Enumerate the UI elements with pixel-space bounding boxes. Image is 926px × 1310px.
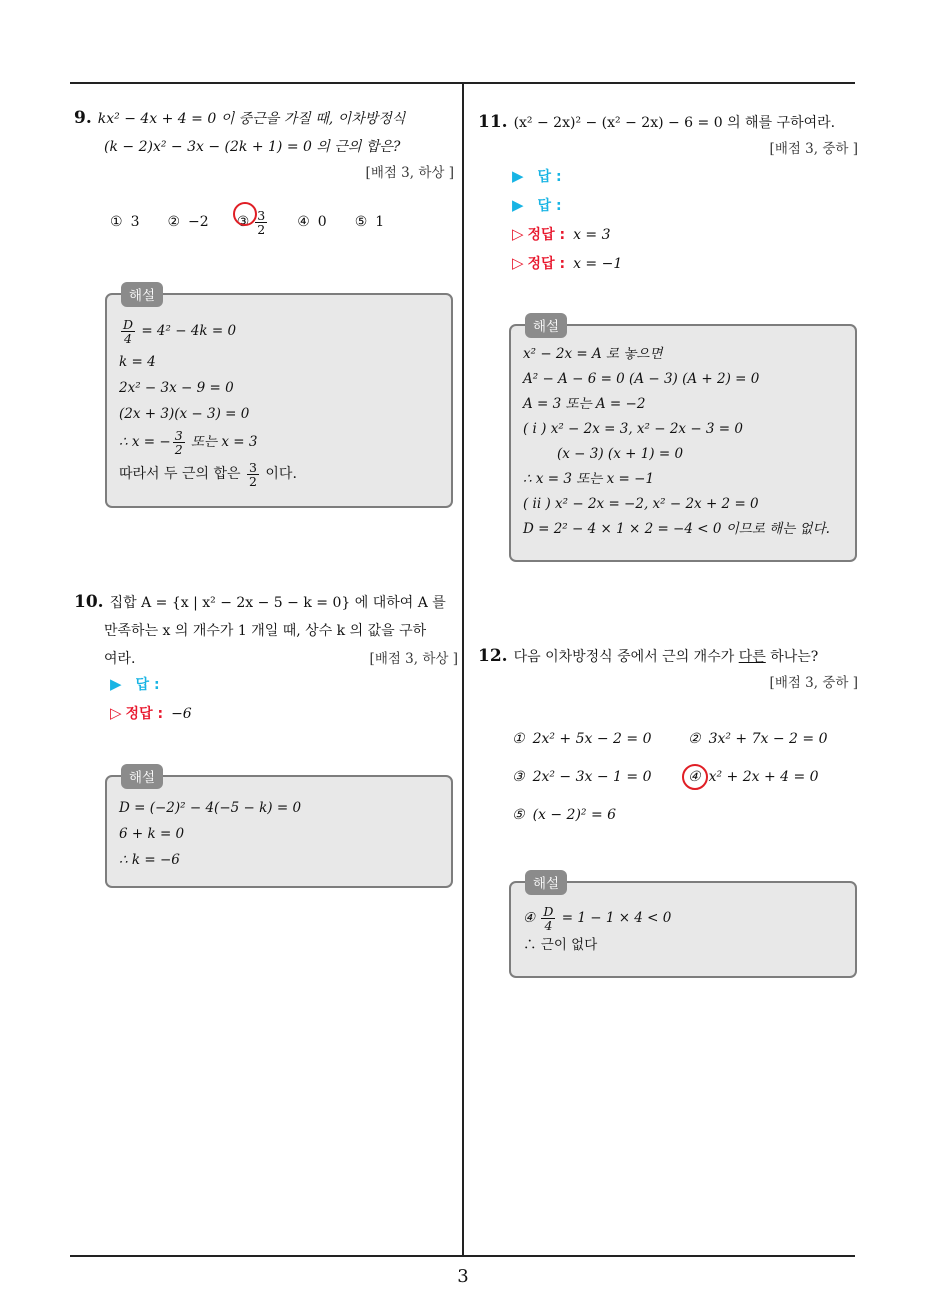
question-12-number: 12. — [478, 646, 508, 666]
question-10-line-2: 만족하는 x 의 개수가 1 개일 때, 상수 k 의 값을 구하 — [104, 623, 427, 639]
question-11-number: 11. — [478, 112, 508, 132]
q9-solution-box: 해설 $\frac{D}{4}$ = 4² − 4k = 0 k = 4 2x² − 3x − 9 = 0 (2x + 3)(x − 3) = 0 ∴ x = − $\frac{3}{2}$ 또는 x = 3 따라서 두 근의 합은 $\frac{3}{2}$ 이다. — [105, 293, 453, 508]
q10-solution-box: 해설 D = (−2)² − 4(−5 − k) = 0 6 + k = 0 ∴ k = −6 — [105, 775, 453, 888]
q12-option-1[interactable]: ① 2x² + 5x − 2 = 0 — [512, 731, 652, 747]
q12-option-3[interactable]: ③ 2x² − 3x − 1 = 0 — [512, 769, 652, 785]
column-divider — [462, 82, 464, 1256]
q11-correct-row-2: ▷ 정답 : x = −1 — [512, 254, 623, 272]
solution-tab: 해설 — [525, 870, 567, 895]
question-12 — [478, 642, 858, 695]
question-12-options — [512, 720, 857, 834]
question-10-line-3: 여라. — [104, 651, 136, 667]
outline-triangle-icon: ▷ — [110, 704, 122, 722]
question-9-options — [110, 202, 412, 242]
page-number: 3 — [457, 1266, 469, 1287]
bottom-rule — [70, 1255, 855, 1257]
q9-option-1[interactable]: ① 3 — [110, 214, 140, 230]
q9-option-2[interactable]: ② −2 — [167, 214, 209, 230]
question-10-score: [배점 3, 하상 ] — [369, 651, 458, 667]
q9-option-5[interactable]: ⑤ 1 — [354, 214, 385, 230]
question-9-line-2: (k − 2)x² − 3x − (2k + 1) = 0 의 근의 합은? — [104, 139, 401, 155]
q11-correct-row-1: ▷ 정답 : x = 3 — [512, 225, 611, 243]
solution-tab: 해설 — [525, 313, 567, 338]
solution-tab: 해설 — [121, 282, 163, 307]
q10-answer-row[interactable]: ▶ 답 : — [110, 675, 160, 693]
question-11-line-1: 11. (x² − 2x)² − (x² − 2x) − 6 = 0 의 해를 구하여라. — [478, 112, 836, 132]
q12-option-5[interactable]: ⑤ (x − 2)² = 6 — [512, 807, 617, 823]
q10-answer-area — [110, 670, 192, 728]
q12-option-4[interactable]: ④ x² + 2x + 4 = 0 — [688, 769, 819, 785]
question-12-line-1: 12. 다음 이차방정식 중에서 근의 개수가 다른 하나는? — [478, 646, 819, 666]
q11-solution-box: 해설 x² − 2x = A 로 놓으면 A² − A − 6 = 0 (A − 3) (A + 2) = 0 A = 3 또는 A = −2 ( i ) x² − 2x = 3, x² − 2x − 3 = 0 (x − 3) (x + 1) = 0 ∴ x = 3 또는 x = −1 ( ii ) x² − 2x = −2, x² − 2x + 2 = 0 D = 2² − 4 × 1 × 2 = −4 < 0 이므로 해는 없다. — [509, 324, 857, 562]
q12-solution-box: 해설 ④ $\frac{D}{4}$ = 1 − 1 × 4 < 0 ∴ 근이 없다 — [509, 881, 857, 978]
question-10-line-1: 10. 집합 A = {x | x² − 2x − 5 − k = 0} 에 대하여 A 를 — [74, 592, 446, 612]
play-triangle-icon: ▶ — [512, 167, 524, 185]
question-9 — [74, 104, 454, 185]
question-12-score: [배점 3, 중하 ] — [769, 675, 858, 691]
q10-correct-row: ▷ 정답 : −6 — [110, 704, 192, 722]
q9-option-4[interactable]: ④ 0 — [297, 214, 327, 230]
q9-option-3[interactable]: ③ $\frac{3}{2}$ — [237, 209, 270, 236]
outline-triangle-icon: ▷ — [512, 254, 524, 272]
q11-answer-row-1[interactable]: ▶ 답 : — [512, 167, 562, 185]
play-triangle-icon: ▶ — [512, 196, 524, 214]
play-triangle-icon: ▶ — [110, 675, 122, 693]
question-9-number: 9. — [74, 108, 92, 128]
solution-tab: 해설 — [121, 764, 163, 789]
q11-answer-area — [512, 162, 622, 278]
question-9-line-1: 9. kx² − 4x + 4 = 0 이 중근을 가질 때, 이차방정식 — [74, 108, 406, 128]
question-10 — [74, 588, 458, 673]
q11-answer-row-2[interactable]: ▶ 답 : — [512, 196, 562, 214]
question-9-score: [배점 3, 하상 ] — [365, 165, 454, 181]
question-11 — [478, 108, 858, 161]
outline-triangle-icon: ▷ — [512, 225, 524, 243]
question-11-score: [배점 3, 중하 ] — [769, 141, 858, 157]
question-10-number: 10. — [74, 592, 104, 612]
answer-circle-mark — [682, 764, 708, 790]
q12-option-2[interactable]: ② 3x² + 7x − 2 = 0 — [688, 731, 828, 747]
answer-circle-mark — [233, 202, 257, 226]
